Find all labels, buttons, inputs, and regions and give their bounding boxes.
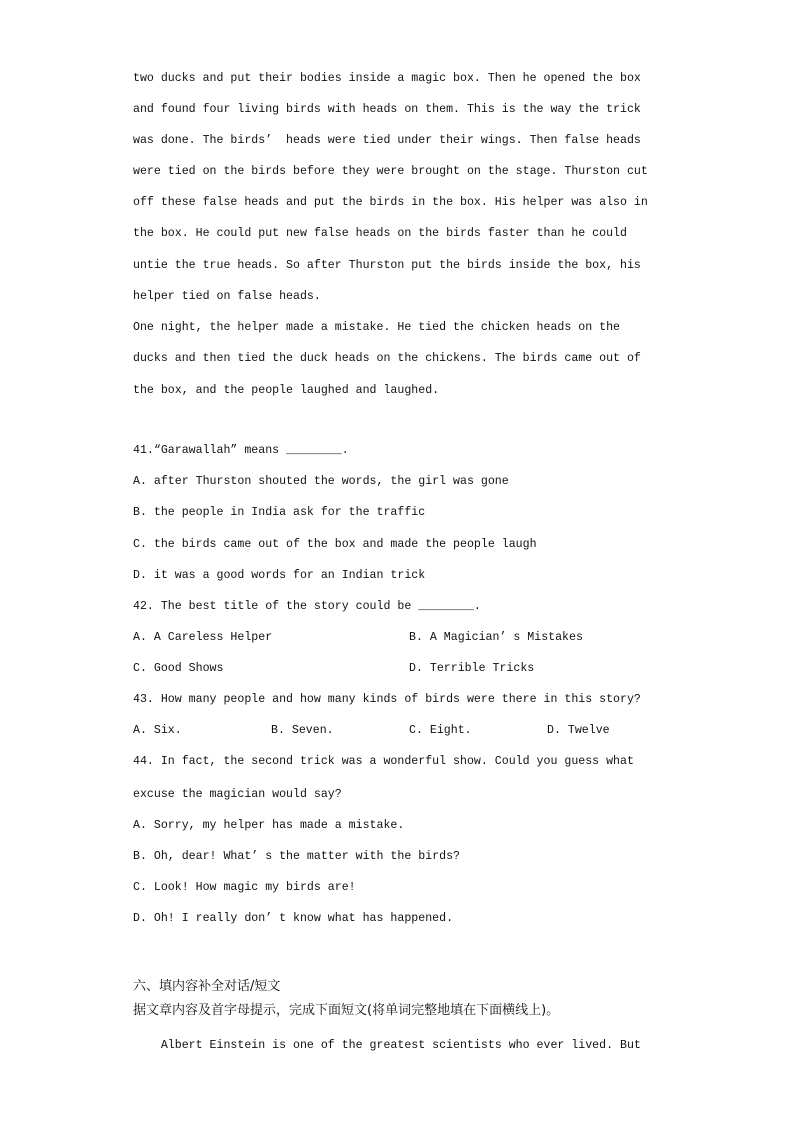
option-b: B. Seven. xyxy=(271,724,334,737)
passage-line: two ducks and put their bodies inside a magic box. Then he opened the box xyxy=(133,72,641,85)
passage-line: was done. The birds’ heads were tied under their wings. Then false heads xyxy=(133,134,641,147)
option-c: C. Good Shows xyxy=(133,662,224,675)
option-b: B. A Magician’ s Mistakes xyxy=(409,631,583,644)
option-c: C. Eight. xyxy=(409,724,472,737)
section-heading: 六、填内容补全对话/短文 xyxy=(133,979,281,994)
option-c: C. Look! How magic my birds are! xyxy=(133,881,356,894)
question-stem: 42. The best title of the story could be ________. xyxy=(133,600,481,613)
option-a: A. after Thurston shouted the words, the girl was gone xyxy=(133,475,509,488)
passage-line: the box. He could put new false heads on the birds faster than he could xyxy=(133,227,627,240)
option-d: D. it was a good words for an Indian trick xyxy=(133,569,426,582)
question-stem: 43. How many people and how many kinds of birds were there in this story? xyxy=(133,693,641,706)
question-stem: 44. In fact, the second trick was a wonderful show. Could you guess what xyxy=(133,755,634,768)
question-stem: 41.“Garawallah” means ________. xyxy=(133,444,349,457)
option-d: D. Terrible Tricks xyxy=(409,662,535,675)
option-d: D. Twelve xyxy=(547,724,610,737)
passage-line: off these false heads and put the birds in the box. His helper was also in xyxy=(133,196,648,209)
option-a: A. Sorry, my helper has made a mistake. xyxy=(133,819,405,832)
option-b: B. Oh, dear! What’ s the matter with the birds? xyxy=(133,850,460,863)
option-b: B. the people in India ask for the traffic xyxy=(133,506,426,519)
passage-line: Albert Einstein is one of the greatest scientists who ever lived. But xyxy=(133,1039,641,1052)
section-instruction: 据文章内容及首字母提示，完成下面短文(将单词完整地填在下面横线上)。 xyxy=(133,1003,560,1018)
option-a: A. Six. xyxy=(133,724,182,737)
passage-line: untie the true heads. So after Thurston put the birds inside the box, his xyxy=(133,259,641,272)
passage-line: helper tied on false heads. xyxy=(133,290,321,303)
option-c: C. the birds came out of the box and made the people laugh xyxy=(133,538,537,551)
question-stem: excuse the magician would say? xyxy=(133,788,342,801)
passage-line: the box, and the people laughed and laughed. xyxy=(133,384,440,397)
passage-line: and found four living birds with heads on them. This is the way the trick xyxy=(133,103,641,116)
passage-line: were tied on the birds before they were brought on the stage. Thurston cut xyxy=(133,165,648,178)
option-a: A. A Careless Helper xyxy=(133,631,273,644)
passage-line: ducks and then tied the duck heads on the chickens. The birds came out of xyxy=(133,352,641,365)
passage-line: One night, the helper made a mistake. He tied the chicken heads on the xyxy=(133,321,621,334)
option-d: D. Oh! I really don’ t know what has happened. xyxy=(133,912,454,925)
